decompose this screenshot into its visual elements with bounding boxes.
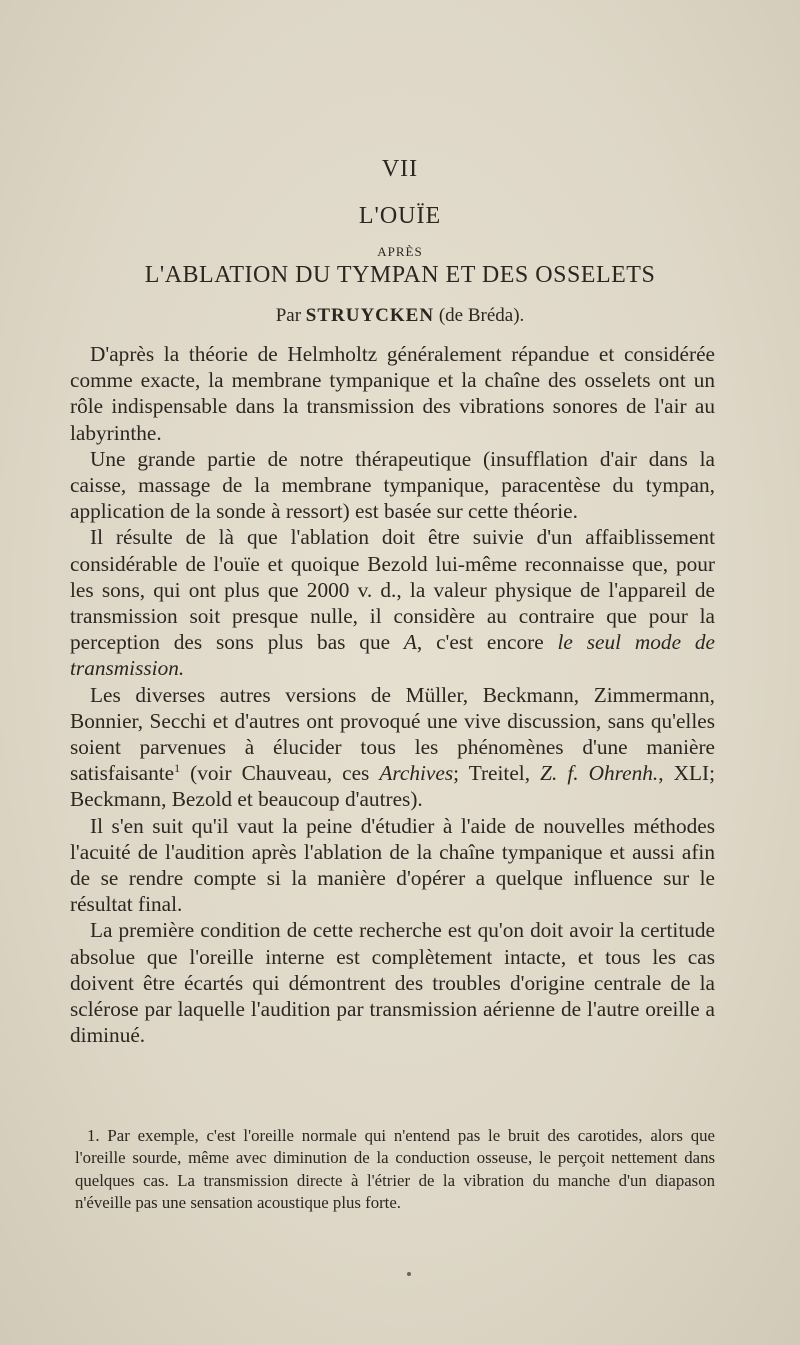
byline-prefix: Par xyxy=(275,305,306,326)
paragraph-1: D'après la théorie de Helmholtz généralement répandue et considérée comme exacte, la membrane tympanique et la chaîne des osselets ont un rôle indispensable dans la transmission des vibrations sonores de l'air au labyrinthe. xyxy=(70,342,715,445)
author-location: (de Bréda). xyxy=(434,305,525,326)
paragraph-4-text-3: ; Treitel, xyxy=(453,761,541,786)
paragraph-6: La première condition de cette recherche est qu'on doit avoir la certitude absolue que l'oreille interne est complètement intacte, et tous les cas doivent être écartés qui démontrent des troubles d'origine centrale de la sclérose par laquelle l'audition par transmission aérienne de l'autre oreille a diminué. xyxy=(70,918,715,1048)
paragraph-4-text-4: , XLI; Beckmann, Bezold et beaucoup d'autres). xyxy=(70,761,715,812)
journal-ohrenh: Z. f. Ohrenh. xyxy=(540,761,659,786)
footnote xyxy=(75,1125,715,1215)
note-a: A xyxy=(403,630,417,655)
paragraph-3-text: Il résulte de là que l'ablation doit être suivie d'un affaiblissement considérable de l'ouïe et quoique Bezold lui-même reconnaisse que, pour les sons, qui ont plus que 2000 v. d., la valeur physique de l'appareil de transmission soit presque nulle, il considère au contraire que pour la perception des sons plus bas que xyxy=(70,525,715,655)
body-text xyxy=(70,341,715,1048)
byline xyxy=(0,305,800,327)
title-connector: APRÈS xyxy=(377,244,423,259)
paragraph-4 xyxy=(70,682,715,813)
chapter-title: L'OUÏE xyxy=(358,203,442,229)
footnote-reference[interactable]: 1 xyxy=(174,761,181,776)
paragraph-3 xyxy=(70,524,715,681)
paragraph-3-text-2: , c'est encore xyxy=(416,630,558,655)
journal-archives: Archives xyxy=(379,761,454,786)
paragraph-5: Il s'en suit qu'il vaut la peine d'étudier à l'aide de nouvelles méthodes l'acuité de l'audition après l'ablation de la chaîne tympanique et aussi afin de se rendre compte si la manière d'opérer a quelque influence sur le résultat final. xyxy=(70,813,715,917)
footnote-text: 1. Par exemple, c'est l'oreille normale qui n'entend pas le bruit des carotides, alors que l'oreille sourde, même avec diminution de la conduction osseuse, le perçoit nettement dans quelques cas. La transmission directe à l'étrier de la vibration du manche d'un diapason n'éveille pas une sensation acoustique plus forte. xyxy=(75,1126,715,1213)
emphasis-phrase: le seul mode de transmission. xyxy=(70,630,715,681)
chapter-number: VII xyxy=(381,156,419,182)
paragraph-4-text-2: (voir Chauveau, ces xyxy=(180,761,380,786)
paper-speck xyxy=(407,1272,411,1276)
paragraph-2: Une grande partie de notre thérapeutique (insufflation d'air dans la caisse, massage de la membrane tympanique, paracentèse du tympan, application de la sonde à ressort) est basée sur cette théorie. xyxy=(70,446,715,524)
paragraph-4-text: Les diverses autres versions de Müller, Beckmann, Zimmermann, Bonnier, Secchi et d'autres ont provoqué une vive discussion, sans qu'elles soient parvenues à élucider tous les phénomènes d'une manière satisfaisante xyxy=(70,682,715,786)
chapter-subtitle: L'ABLATION DU TYMPAN ET DES OSSELETS xyxy=(144,262,656,288)
author-name: STRUYCKEN xyxy=(305,305,435,326)
